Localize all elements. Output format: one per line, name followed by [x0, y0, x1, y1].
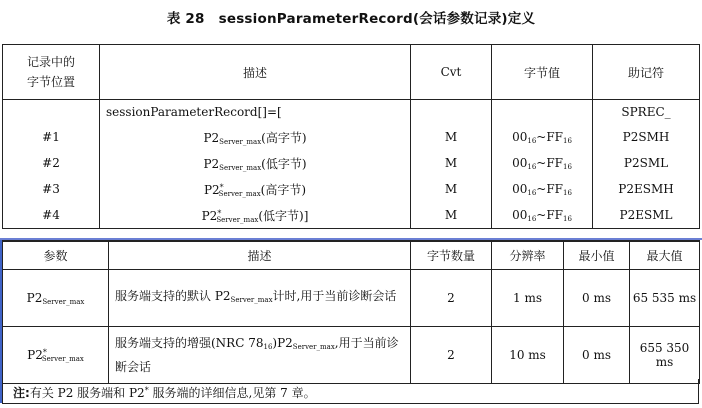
- param-resolution: 1 ms: [492, 270, 564, 327]
- row-cvt: M: [411, 124, 492, 150]
- header-byte-value: 字节值: [492, 45, 593, 100]
- header-cvt: Cvt: [411, 45, 492, 100]
- row-mnemonic: P2SMH: [593, 124, 700, 150]
- header-byte-count: 字节数量: [411, 241, 492, 270]
- param-byte-count: 2: [411, 270, 492, 327]
- row-description: $P2_{Server\_max}$(高字节): [100, 124, 411, 150]
- param-min: 0 ms: [564, 327, 630, 384]
- row-mnemonic: P2ESMH: [593, 176, 700, 202]
- row-mnemonic: P2ESML: [593, 202, 700, 229]
- table-row: [3, 327, 700, 384]
- intro-value-cell: [492, 100, 593, 125]
- param-resolution: 10 ms: [492, 327, 564, 384]
- header-description: 描述: [100, 45, 411, 100]
- row-byte-value: $00_{16}\sim FF_{16}$: [492, 150, 593, 176]
- row-cvt: M: [411, 202, 492, 229]
- header-description: 描述: [109, 241, 411, 270]
- table-row: [3, 202, 700, 229]
- row-description: $P2^*_{Server\_max}$(低字节)]: [100, 202, 411, 229]
- row-byte-value: $00_{16}\sim FF_{16}$: [492, 202, 593, 229]
- param-description: 服务端支持的增强(NRC $78_{16})P2_{Server\_max}$,用于当前诊断会话: [109, 327, 411, 384]
- byte-position: #3: [3, 176, 100, 202]
- note-text-2: 服务端的详细信息,见第 7 章。: [148, 386, 316, 400]
- row-mnemonic: P2SML: [593, 150, 700, 176]
- param-name: $P2_{Server\_max}$: [3, 270, 109, 327]
- header-resolution: 分辨率: [492, 241, 564, 270]
- table-caption: [0, 0, 702, 40]
- header-parameter: 参数: [3, 241, 109, 270]
- param-description: 服务端支持的默认 $P2_{Server\_max}$计时,用于当前诊断会话: [109, 270, 411, 327]
- note-text: 有关 P2 服务端和 P2: [29, 386, 145, 400]
- intro-mnemonic: SPREC_: [593, 100, 700, 125]
- row-description: $P2_{Server\_max}$(低字节): [100, 150, 411, 176]
- header-min-value: 最小值: [564, 241, 630, 270]
- byte-position: #1: [3, 124, 100, 150]
- byte-position: #2: [3, 150, 100, 176]
- byte-position: #4: [3, 202, 100, 229]
- intro-cvt-cell: [411, 100, 492, 125]
- header-mnemonic: 助记符: [593, 45, 700, 100]
- row-byte-value: $00_{16}\sim FF_{16}$: [492, 124, 593, 150]
- parameter-definition-table: [2, 240, 700, 384]
- param-name: $P2^*_{Server\_max}$: [3, 327, 109, 384]
- table-row: [3, 176, 700, 202]
- row-cvt: M: [411, 176, 492, 202]
- table-note: 注:有关 P2 服务端和 P2* 服务端的详细信息,见第 7 章。: [2, 379, 699, 404]
- table-number: 表 28: [166, 11, 205, 27]
- header-byte-position: 记录中的 字节位置: [3, 45, 100, 100]
- row-description: $P2^*_{Server\_max}$(高字节): [100, 176, 411, 202]
- table-row: [3, 270, 700, 327]
- param-max: 655 350 ms: [630, 327, 700, 384]
- table-row: [3, 150, 700, 176]
- param-min: 0 ms: [564, 270, 630, 327]
- param-byte-count: 2: [411, 327, 492, 384]
- intro-description: sessionParameterRecord[]=[: [100, 100, 411, 125]
- table-title: sessionParameterRecord(会话参数记录)定义: [218, 11, 536, 27]
- intro-pos-cell: [3, 100, 100, 125]
- header-max-value: 最大值: [630, 241, 700, 270]
- record-definition-table: [2, 44, 700, 229]
- param-max: 65 535 ms: [630, 270, 700, 327]
- note-label: 注:: [13, 386, 30, 400]
- table-row: [3, 124, 700, 150]
- row-byte-value: $00_{16}\sim FF_{16}$: [492, 176, 593, 202]
- row-cvt: M: [411, 150, 492, 176]
